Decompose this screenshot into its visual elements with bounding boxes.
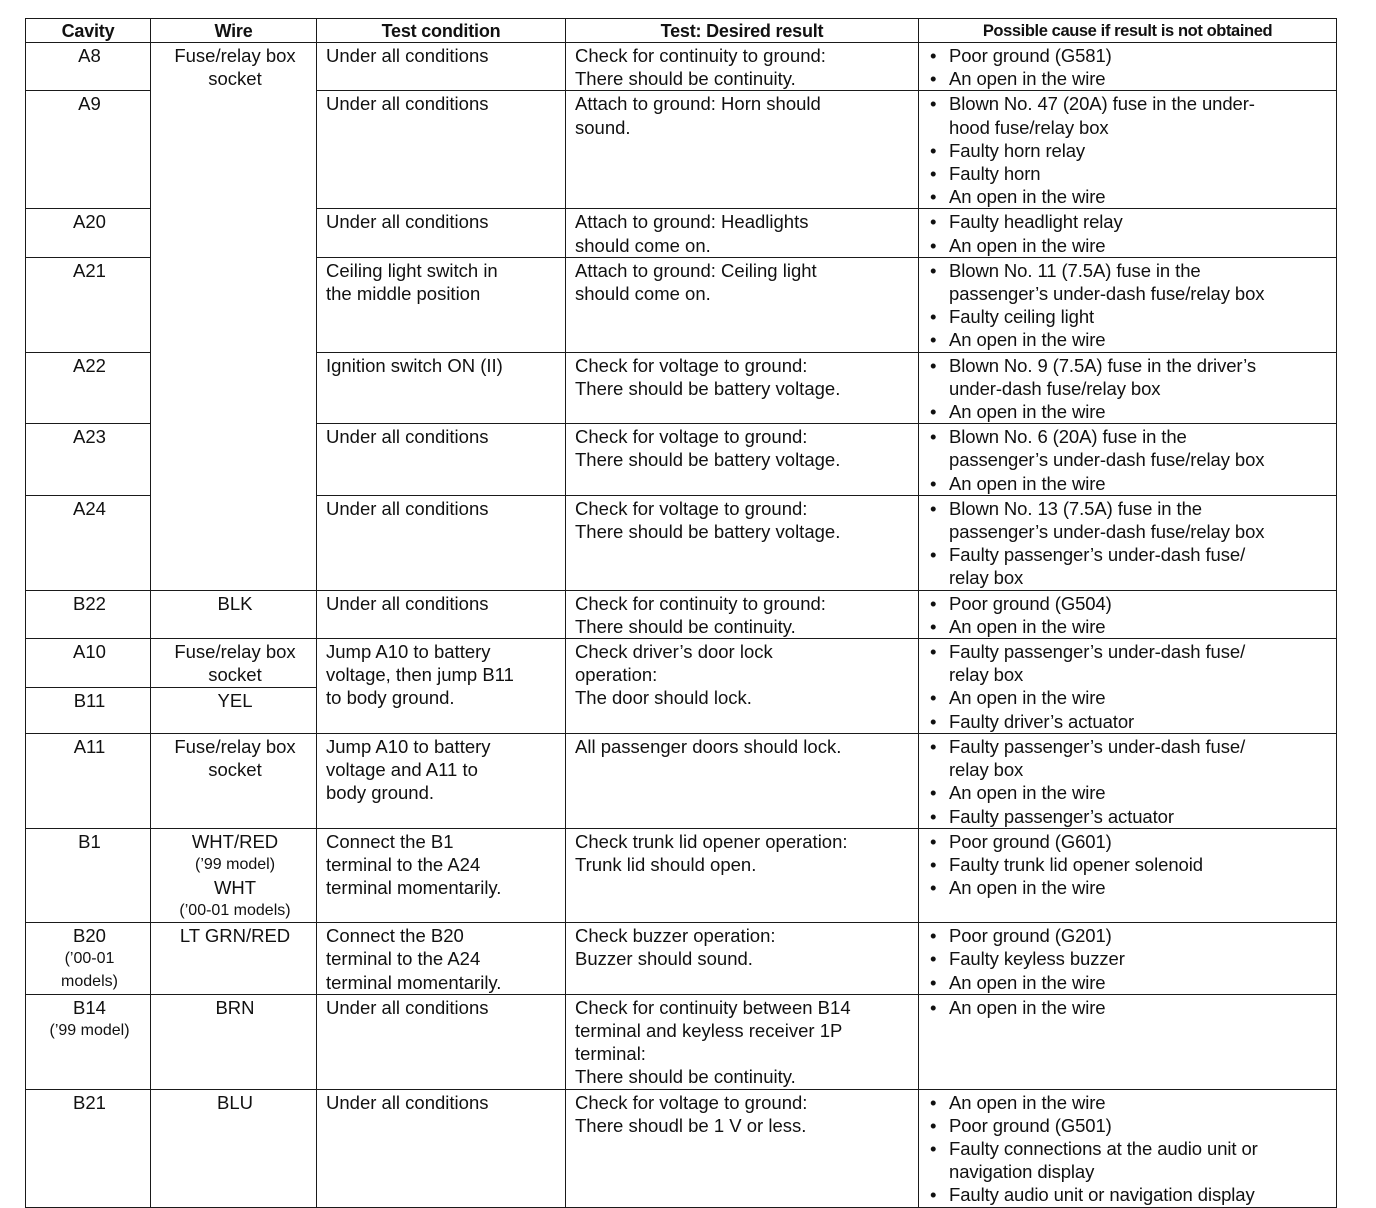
- cause-list: [928, 592, 1330, 638]
- condition-text: Connect the B20: [326, 925, 464, 947]
- result-cell: [566, 1089, 919, 1207]
- result-text: Check for voltage to ground:: [575, 1091, 808, 1113]
- wire-text: BLU: [217, 1091, 253, 1113]
- cavity-cell: B1: [26, 828, 151, 922]
- condition-cell: [317, 43, 566, 91]
- condition-cell: [317, 209, 566, 257]
- condition-cell: [317, 1089, 566, 1207]
- condition-text: Under all conditions: [326, 592, 489, 614]
- wire-cell: [151, 590, 317, 638]
- wire-text: Fuse/relay box: [174, 735, 296, 757]
- cavity-id: B14: [73, 996, 106, 1018]
- result-text: Check for continuity to ground:: [575, 592, 826, 614]
- cavity-cell: B11: [26, 687, 151, 733]
- condition-cell: [317, 91, 566, 209]
- result-text: Attach to ground: Headlights: [575, 211, 809, 233]
- wire-cell-shared: [151, 43, 317, 591]
- wire-cell: [151, 733, 317, 828]
- result-text: There shoudl be 1 V or less.: [575, 1114, 807, 1136]
- result-text: Buzzer should sound.: [575, 948, 753, 970]
- cause-item: • Faulty driver’s actuator: [928, 710, 1330, 733]
- condition-text: Under all conditions: [326, 426, 489, 448]
- cause-cell: [919, 639, 1337, 734]
- condition-text: Connect the B1: [326, 830, 454, 852]
- result-cell: [566, 733, 919, 828]
- cause-item-continued: passenger’s under-dash fuse/relay box: [949, 449, 1265, 471]
- wire-note: (’00-01 models): [179, 902, 291, 920]
- cause-list: [928, 354, 1330, 424]
- cause-item: • Blown No. 9 (7.5A) fuse in the driver’s: [928, 354, 1330, 377]
- result-text: Check for voltage to ground:: [575, 426, 808, 448]
- cavity-cell: A8: [26, 43, 151, 91]
- table-row: [26, 923, 1337, 995]
- result-text: Attach to ground: Horn should: [575, 93, 821, 115]
- condition-text: Jump A10 to battery: [326, 735, 491, 757]
- wire-text: YEL: [217, 689, 253, 711]
- result-text: There should be continuity.: [575, 615, 796, 637]
- result-text: Trunk lid should open.: [575, 853, 757, 875]
- cause-list: [928, 924, 1330, 994]
- cause-list: [928, 44, 1330, 90]
- result-text: Check for continuity to ground:: [575, 45, 826, 66]
- result-text: There should be battery voltage.: [575, 521, 841, 543]
- cavity-cell: [26, 994, 151, 1089]
- wire-cell: [151, 1089, 317, 1207]
- cavity-cell: [26, 923, 151, 995]
- result-text: should come on.: [575, 283, 711, 305]
- result-text: Check driver’s door lock: [575, 641, 773, 663]
- wire-text: BLK: [217, 592, 253, 614]
- wire-text: Fuse/relay box: [174, 641, 296, 663]
- wire-note: (’99 model): [194, 855, 276, 873]
- cause-item: • An open in the wire: [928, 1091, 1330, 1114]
- cause-cell: [919, 352, 1337, 424]
- cause-list: [928, 425, 1330, 495]
- table-row: [26, 590, 1337, 638]
- cause-list: [928, 210, 1330, 256]
- cause-item-continued: navigation display: [949, 1161, 1095, 1183]
- cause-cell: [919, 590, 1337, 638]
- cause-item: • Faulty keyless buzzer: [928, 947, 1330, 970]
- cause-item: • An open in the wire: [928, 781, 1330, 804]
- cause-item: • An open in the wire: [928, 686, 1330, 709]
- result-text: Check for voltage to ground:: [575, 497, 808, 519]
- cause-list: [928, 92, 1330, 208]
- cause-list: [928, 259, 1330, 352]
- cause-item: • An open in the wire: [928, 615, 1330, 638]
- condition-cell: [317, 590, 566, 638]
- cause-item: • Blown No. 6 (20A) fuse in the: [928, 425, 1330, 448]
- condition-text: Ignition switch ON (II): [326, 354, 503, 376]
- result-cell: [566, 590, 919, 638]
- result-text: sound.: [575, 116, 631, 138]
- cause-list: [928, 830, 1330, 900]
- result-text: Check trunk lid opener operation:: [575, 830, 848, 852]
- cause-item: • Blown No. 47 (20A) fuse in the under-: [928, 92, 1330, 115]
- result-text: Check for voltage to ground:: [575, 354, 808, 376]
- result-text: There should be continuity.: [575, 1066, 796, 1088]
- cause-item-continued: relay box: [949, 664, 1024, 686]
- wire-cell: [151, 828, 317, 922]
- result-text: The door should lock.: [575, 687, 752, 709]
- cause-item: • An open in the wire: [928, 876, 1330, 899]
- condition-cell: [317, 352, 566, 424]
- table-row: [26, 43, 1337, 91]
- cause-item: • Poor ground (G501): [928, 1114, 1330, 1137]
- condition-cell: [317, 639, 566, 734]
- cause-cell: [919, 828, 1337, 922]
- condition-cell: [317, 733, 566, 828]
- condition-text: terminal to the A24: [326, 853, 481, 875]
- cause-item: • Faulty horn relay: [928, 139, 1330, 162]
- condition-text: the middle position: [326, 283, 481, 305]
- cause-cell: [919, 495, 1337, 590]
- cavity-cell: A11: [26, 733, 151, 828]
- result-text: Attach to ground: Ceiling light: [575, 259, 817, 281]
- cause-list: [928, 996, 1330, 1019]
- cause-item: • An open in the wire: [928, 472, 1330, 495]
- wire-text: socket: [208, 68, 262, 90]
- cause-item: • Faulty headlight relay: [928, 210, 1330, 233]
- cause-list: [928, 1091, 1330, 1207]
- condition-text: Under all conditions: [326, 211, 489, 233]
- condition-text: Under all conditions: [326, 93, 489, 115]
- cavity-cell: A22: [26, 352, 151, 424]
- cause-item-continued: hood fuse/relay box: [949, 116, 1109, 138]
- condition-text: Jump A10 to battery: [326, 641, 491, 663]
- cause-item: • An open in the wire: [928, 328, 1330, 351]
- wire-text: BRN: [215, 996, 255, 1018]
- cause-item: • An open in the wire: [928, 400, 1330, 423]
- cause-item-continued: passenger’s under-dash fuse/relay box: [949, 521, 1265, 543]
- condition-text: Under all conditions: [326, 996, 489, 1018]
- cavity-cell: A24: [26, 495, 151, 590]
- cause-cell: [919, 923, 1337, 995]
- cause-item: • Poor ground (G201): [928, 924, 1330, 947]
- condition-text: Under all conditions: [326, 497, 489, 519]
- result-cell: [566, 43, 919, 91]
- result-cell: [566, 923, 919, 995]
- condition-text: terminal momentarily.: [326, 971, 502, 993]
- wire-text: Fuse/relay box: [174, 45, 296, 66]
- cause-item-continued: relay box: [949, 567, 1024, 589]
- cavity-cell: A20: [26, 209, 151, 257]
- cavity-cell: B22: [26, 590, 151, 638]
- cause-item: • Blown No. 11 (7.5A) fuse in the: [928, 259, 1330, 282]
- result-text: All passenger doors should lock.: [575, 735, 842, 757]
- cause-cell: [919, 733, 1337, 828]
- table-row: [26, 1089, 1337, 1207]
- cause-item: • Faulty passenger’s under-dash fuse/: [928, 543, 1330, 566]
- cavity-cell: A10: [26, 639, 151, 688]
- header-possible-cause: Possible cause if result is not obtained: [919, 19, 1337, 43]
- cause-item-continued: under-dash fuse/relay box: [949, 377, 1161, 399]
- condition-cell: [317, 257, 566, 352]
- cause-item: • Faulty passenger’s under-dash fuse/: [928, 735, 1330, 758]
- result-text: operation:: [575, 664, 658, 686]
- cause-item: • An open in the wire: [928, 67, 1330, 90]
- condition-text: Under all conditions: [326, 1091, 489, 1113]
- cause-cell: [919, 257, 1337, 352]
- cavity-cell: A9: [26, 91, 151, 209]
- wire-cell: [151, 687, 317, 733]
- condition-text: to body ground.: [326, 687, 455, 709]
- wire-text: socket: [208, 664, 262, 686]
- header-desired-result: Test: Desired result: [566, 19, 919, 43]
- cause-cell: [919, 91, 1337, 209]
- result-text: terminal:: [575, 1043, 646, 1065]
- result-cell: [566, 828, 919, 922]
- result-cell: [566, 495, 919, 590]
- cause-item-continued: passenger’s under-dash fuse/relay box: [949, 283, 1265, 305]
- cause-cell: [919, 43, 1337, 91]
- result-text: Check buzzer operation:: [575, 925, 776, 947]
- result-cell: [566, 994, 919, 1089]
- header-test-condition: Test condition: [317, 19, 566, 43]
- header-wire: Wire: [151, 19, 317, 43]
- condition-text: voltage and A11 to: [326, 759, 478, 781]
- wire-text: LT GRN/RED: [179, 925, 291, 947]
- result-cell: [566, 424, 919, 496]
- cause-cell: [919, 424, 1337, 496]
- cause-item: • Faulty ceiling light: [928, 305, 1330, 328]
- cause-item: • Faulty passenger’s under-dash fuse/: [928, 640, 1330, 663]
- condition-cell: [317, 424, 566, 496]
- condition-text: terminal momentarily.: [326, 877, 502, 899]
- condition-text: body ground.: [326, 782, 435, 804]
- cavity-cell: A21: [26, 257, 151, 352]
- cause-cell: [919, 1089, 1337, 1207]
- cause-cell: [919, 994, 1337, 1089]
- table-row: [26, 639, 1337, 688]
- condition-text: terminal to the A24: [326, 948, 481, 970]
- header-row: [26, 19, 1337, 43]
- cause-item: • Poor ground (G504): [928, 592, 1330, 615]
- result-text: terminal and keyless receiver 1P: [575, 1019, 843, 1041]
- cause-item: • Faulty trunk lid opener solenoid: [928, 853, 1330, 876]
- cause-item: • An open in the wire: [928, 185, 1330, 208]
- cause-item: • Blown No. 13 (7.5A) fuse in the: [928, 497, 1330, 520]
- cause-item: • Faulty horn: [928, 162, 1330, 185]
- result-text: should come on.: [575, 234, 711, 256]
- table-row: [26, 828, 1337, 922]
- wire-text: socket: [208, 759, 262, 781]
- wire-text: WHT: [213, 876, 257, 898]
- cavity-cell: B21: [26, 1089, 151, 1207]
- result-text: Check for continuity between B14: [575, 996, 851, 1018]
- cause-list: [928, 497, 1330, 590]
- condition-text: voltage, then jump B11: [326, 664, 514, 686]
- cavity-note: (’99 model): [49, 1021, 130, 1039]
- wire-cell: [151, 994, 317, 1089]
- wire-text: WHT/RED: [191, 830, 279, 852]
- result-cell: [566, 352, 919, 424]
- condition-text: Under all conditions: [326, 45, 489, 66]
- result-cell: [566, 91, 919, 209]
- cause-item: • Faulty audio unit or navigation display: [928, 1183, 1330, 1206]
- diagnostic-table: [25, 18, 1337, 1208]
- cause-item: • An open in the wire: [928, 996, 1330, 1019]
- cavity-note: models): [61, 973, 118, 991]
- condition-cell: [317, 828, 566, 922]
- cause-item: • An open in the wire: [928, 971, 1330, 994]
- condition-cell: [317, 495, 566, 590]
- wire-cell: [151, 923, 317, 995]
- cause-item: • Poor ground (G601): [928, 830, 1330, 853]
- cause-item: • An open in the wire: [928, 234, 1330, 257]
- cavity-cell: A23: [26, 424, 151, 496]
- result-cell: [566, 257, 919, 352]
- cavity-id: B20: [73, 925, 106, 947]
- result-cell: [566, 209, 919, 257]
- result-cell: [566, 639, 919, 734]
- cause-item: • Faulty connections at the audio unit or: [928, 1137, 1330, 1160]
- condition-cell: [317, 923, 566, 995]
- cause-cell: [919, 209, 1337, 257]
- table-row: [26, 733, 1337, 828]
- result-text: There should be continuity.: [575, 68, 796, 90]
- table-row: [26, 994, 1337, 1089]
- cause-list: [928, 640, 1330, 733]
- result-text: There should be battery voltage.: [575, 377, 841, 399]
- cause-list: [928, 735, 1330, 828]
- cause-item-continued: relay box: [949, 759, 1024, 781]
- wire-cell: [151, 639, 317, 688]
- condition-text: Ceiling light switch in: [326, 259, 498, 281]
- header-cavity: Cavity: [26, 19, 151, 43]
- cause-item: • Poor ground (G581): [928, 44, 1330, 67]
- condition-cell: [317, 994, 566, 1089]
- cavity-note: (’00-01: [64, 950, 115, 968]
- result-text: There should be battery voltage.: [575, 449, 841, 471]
- cause-item: • Faulty passenger’s actuator: [928, 805, 1330, 828]
